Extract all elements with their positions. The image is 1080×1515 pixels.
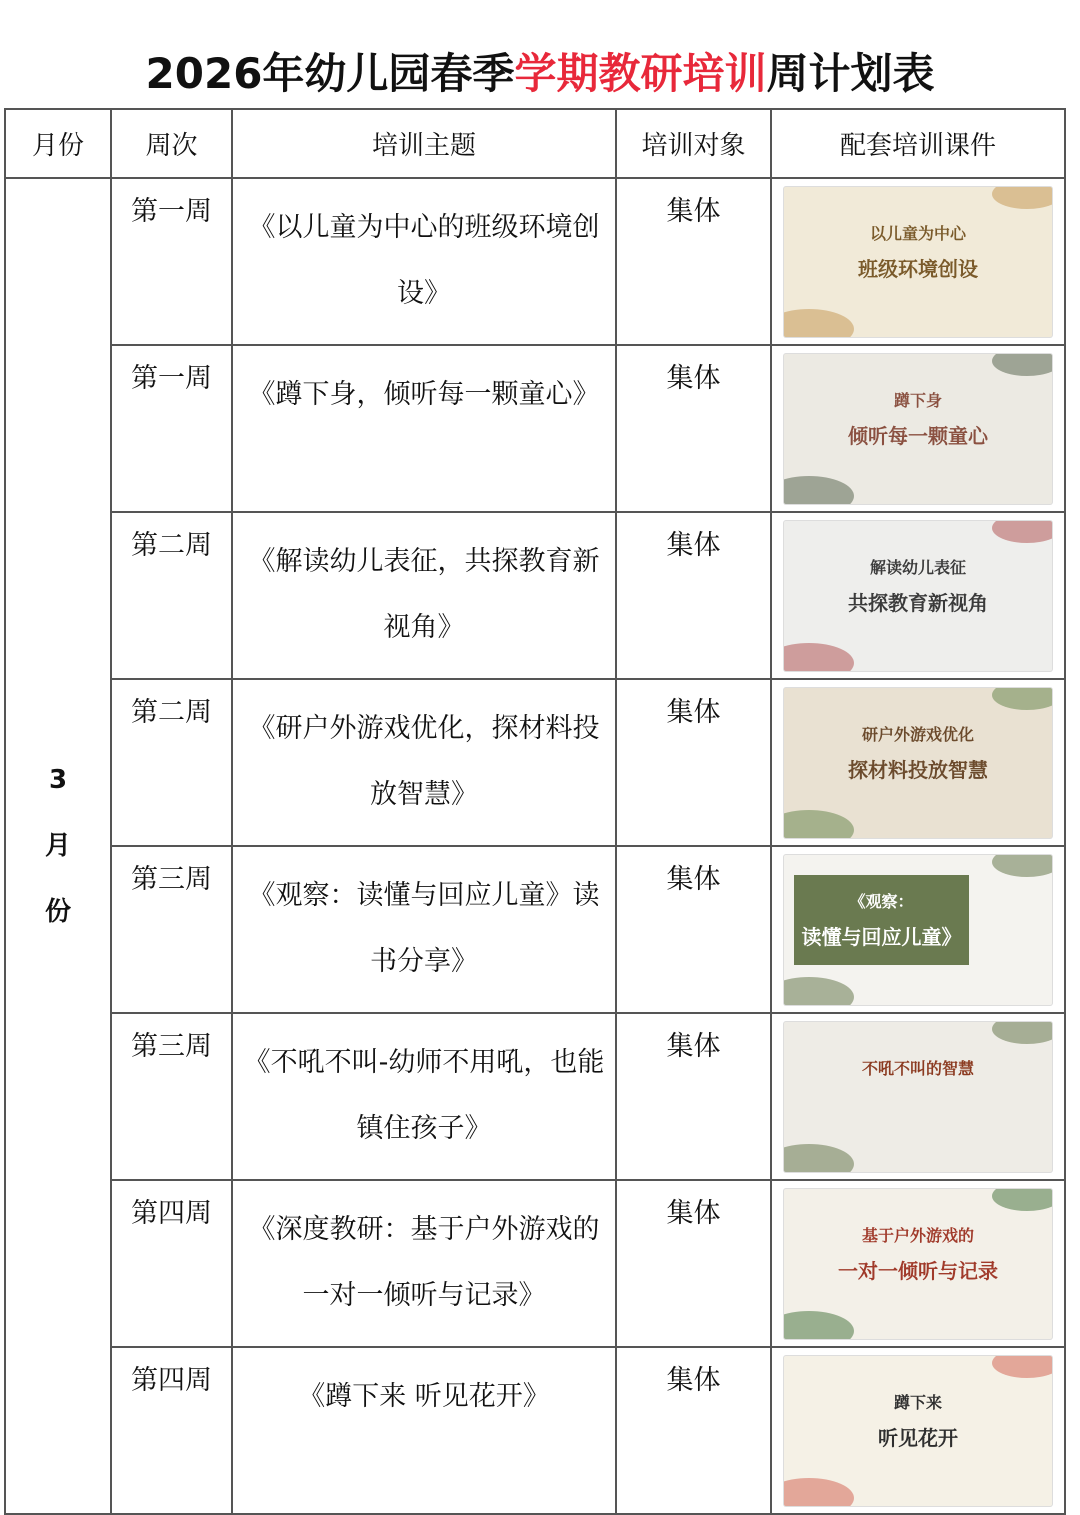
- week-text: 第三周: [131, 864, 212, 895]
- courseware-cell: [771, 679, 1065, 846]
- topic-text: 《研户外游戏优化，探材料投放智慧》: [248, 713, 600, 810]
- decoration-shape: [992, 1189, 1052, 1211]
- target-cell: [616, 1013, 771, 1180]
- topic-cell: [232, 1180, 616, 1347]
- target-text: 集体: [666, 1365, 721, 1396]
- courseware-line1: 以儿童为中心: [869, 223, 966, 243]
- table-row: [5, 679, 1065, 846]
- target-cell: [616, 1180, 771, 1347]
- week-text: 第一周: [131, 363, 212, 394]
- header-week: 周次: [111, 109, 232, 178]
- courseware-line1: 研户外游戏优化: [861, 724, 974, 744]
- decoration-shape: [992, 354, 1052, 376]
- week-cell: [111, 345, 232, 512]
- target-text: 集体: [666, 196, 721, 227]
- training-plan-table: [4, 108, 1066, 1515]
- topic-text: 《蹲下身，倾听每一颗童心》: [248, 379, 600, 410]
- week-cell: [111, 1013, 232, 1180]
- courseware-line2: 班级环境创设: [858, 256, 978, 281]
- target-cell: [616, 679, 771, 846]
- page-title: [0, 44, 1080, 104]
- courseware-thumbnail[interactable]: [784, 187, 1052, 337]
- decoration-shape: [992, 1356, 1052, 1378]
- courseware-line2: 一对一倾听与记录: [838, 1258, 998, 1283]
- decoration-shape: [784, 810, 854, 838]
- month-cell: [5, 178, 111, 1514]
- table-row: [5, 1013, 1065, 1180]
- week-cell: [111, 512, 232, 679]
- month-char: 份: [44, 897, 71, 927]
- topic-cell: [232, 345, 616, 512]
- week-text: 第四周: [131, 1365, 212, 1396]
- title-prefix: 2026年幼儿园春季: [145, 49, 515, 98]
- decoration-shape: [992, 1022, 1052, 1044]
- target-cell: [616, 1347, 771, 1514]
- table-row: [5, 512, 1065, 679]
- target-cell: [616, 345, 771, 512]
- decoration-shape: [992, 521, 1052, 543]
- decoration-shape: [784, 977, 854, 1005]
- target-text: 集体: [666, 363, 721, 394]
- topic-cell: [232, 512, 616, 679]
- courseware-line1: 基于户外游戏的: [861, 1225, 974, 1245]
- topic-text: 《以儿童为中心的班级环境创设》: [248, 212, 600, 309]
- courseware-line2: 听见花开: [878, 1425, 958, 1450]
- target-text: 集体: [666, 1031, 721, 1062]
- courseware-thumbnail[interactable]: [784, 688, 1052, 838]
- courseware-thumbnail[interactable]: [784, 855, 1052, 1005]
- courseware-cell: [771, 178, 1065, 345]
- courseware-line2: 倾听每一颗童心: [848, 423, 988, 448]
- header-topic: 培训主题: [232, 109, 616, 178]
- target-text: 集体: [666, 864, 721, 895]
- topic-text: 《解读幼儿表征，共探教育新视角》: [248, 546, 600, 643]
- table-row: [5, 1180, 1065, 1347]
- topic-cell: [232, 846, 616, 1013]
- courseware-line2: 探材料投放智慧: [848, 757, 988, 782]
- courseware-line1: 解读幼儿表征: [869, 557, 966, 577]
- target-cell: [616, 846, 771, 1013]
- month-char: 月: [44, 831, 71, 861]
- courseware-cell: [771, 846, 1065, 1013]
- month-char: 3: [48, 765, 68, 795]
- courseware-thumbnail[interactable]: [784, 1189, 1052, 1339]
- week-text: 第四周: [131, 1198, 212, 1229]
- courseware-thumbnail[interactable]: [784, 1356, 1052, 1506]
- courseware-cell: [771, 1180, 1065, 1347]
- topic-text: 《蹲下来 听见花开》: [298, 1381, 550, 1412]
- target-text: 集体: [666, 1198, 721, 1229]
- decoration-shape: [784, 643, 854, 671]
- decoration-shape: [992, 688, 1052, 710]
- target-cell: [616, 178, 771, 345]
- week-cell: [111, 1180, 232, 1347]
- table-row: [5, 178, 1065, 345]
- title-suffix: 周计划表: [766, 49, 935, 98]
- header-courseware: 配套培训课件: [771, 109, 1065, 178]
- week-cell: [111, 1347, 232, 1514]
- header-target: 培训对象: [616, 109, 771, 178]
- topic-cell: [232, 178, 616, 345]
- decoration-shape: [784, 476, 854, 504]
- target-text: 集体: [666, 697, 721, 728]
- courseware-thumbnail[interactable]: [784, 521, 1052, 671]
- table-header-row: [5, 109, 1065, 178]
- courseware-cell: [771, 1013, 1065, 1180]
- courseware-thumbnail[interactable]: [784, 354, 1052, 504]
- decoration-shape: [992, 855, 1052, 877]
- decoration-shape: [784, 1144, 854, 1172]
- week-cell: [111, 679, 232, 846]
- week-text: 第三周: [131, 1031, 212, 1062]
- topic-cell: [232, 679, 616, 846]
- decoration-shape: [784, 1478, 854, 1506]
- topic-text: 《不吼不叫-幼师不用吼，也能镇住孩子》: [243, 1047, 605, 1144]
- decoration-shape: [784, 1311, 854, 1339]
- topic-text: 《深度教研：基于户外游戏的一对一倾听与记录》: [248, 1214, 600, 1311]
- topic-text: 《观察：读懂与回应儿童》读书分享》: [248, 880, 600, 977]
- table-row: [5, 846, 1065, 1013]
- courseware-cell: [771, 512, 1065, 679]
- title-highlight: 学期教研培训: [514, 49, 767, 98]
- week-cell: [111, 846, 232, 1013]
- courseware-line1: 不吼不叫的智慧: [861, 1058, 974, 1078]
- week-text: 第二周: [131, 697, 212, 728]
- courseware-line2: 读懂与回应儿童》: [801, 924, 962, 949]
- courseware-line1: 蹲下身: [893, 390, 942, 410]
- decoration-shape: [784, 309, 854, 337]
- topic-cell: [232, 1347, 616, 1514]
- courseware-line2: 共探教育新视角: [848, 590, 988, 615]
- topic-cell: [232, 1013, 616, 1180]
- week-text: 第一周: [131, 196, 212, 227]
- table-row: [5, 1347, 1065, 1514]
- target-cell: [616, 512, 771, 679]
- decoration-shape: [992, 187, 1052, 209]
- table-row: [5, 345, 1065, 512]
- week-text: 第二周: [131, 530, 212, 561]
- target-text: 集体: [666, 530, 721, 561]
- courseware-cell: [771, 1347, 1065, 1514]
- header-month: 月份: [5, 109, 111, 178]
- courseware-line1: 《观察：: [849, 891, 914, 911]
- courseware-line1: 蹲下来: [893, 1392, 942, 1412]
- courseware-thumbnail[interactable]: [784, 1022, 1052, 1172]
- courseware-cell: [771, 345, 1065, 512]
- week-cell: [111, 178, 232, 345]
